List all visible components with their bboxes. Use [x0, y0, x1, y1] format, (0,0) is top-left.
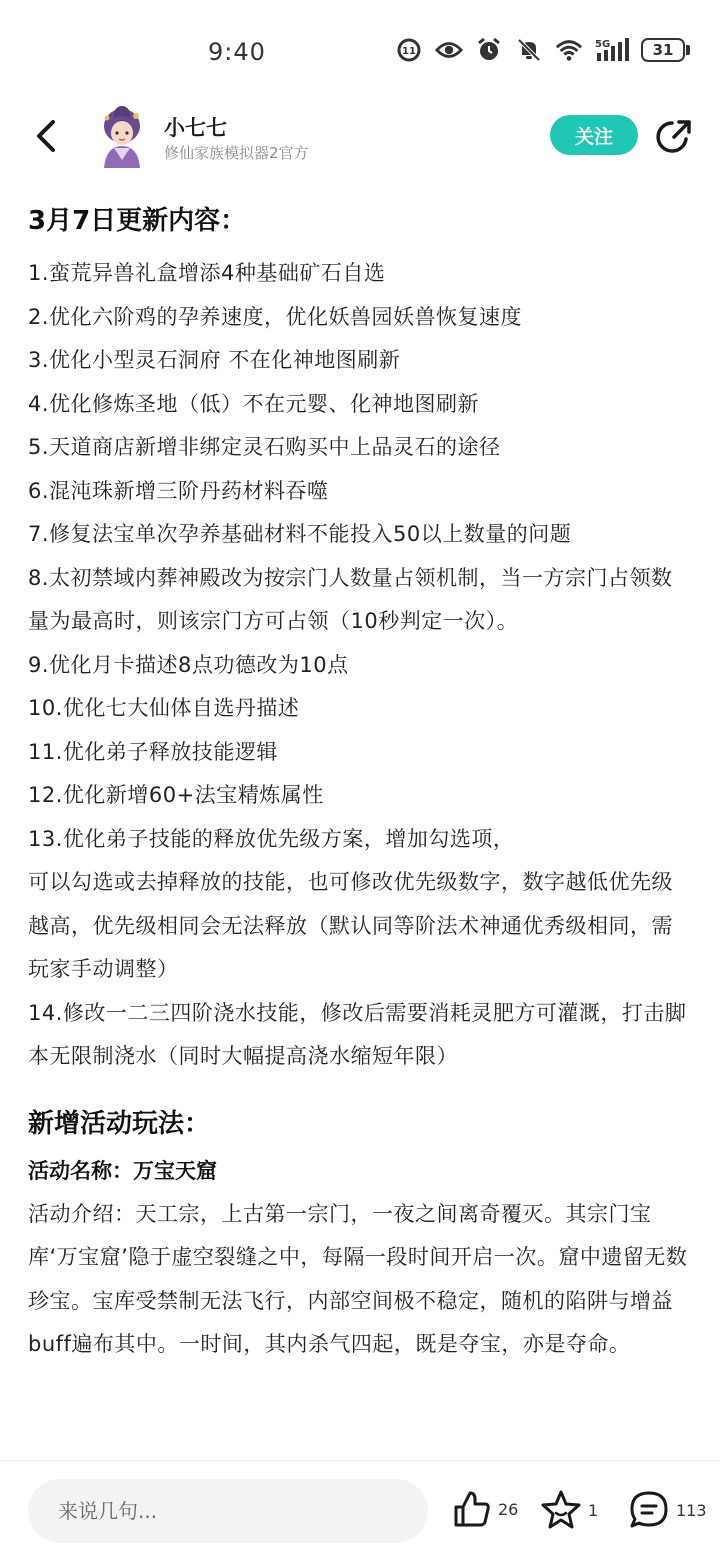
svg-text:5G: 5G	[595, 39, 611, 50]
favorite-button[interactable]	[540, 1489, 598, 1531]
section-title-updates: 3月7日更新内容：	[28, 206, 247, 236]
list-item: 2.优化六阶鸡的孕养速度，优化妖兽园妖兽恢复速度	[28, 304, 523, 329]
data-saver-icon	[395, 36, 423, 64]
event-name: 活动名称：万宝天窟	[28, 1158, 217, 1183]
like-button[interactable]	[452, 1489, 518, 1529]
eye-icon	[435, 36, 463, 64]
5g-signal-icon	[595, 36, 629, 64]
bottom-action-bar	[0, 1460, 720, 1560]
comment-input[interactable]	[28, 1479, 428, 1543]
list-item: 5.天道商店新增非绑定灵石购买中上品灵石的途径	[28, 435, 501, 459]
event-intro: 活动介绍：天工宗，上古第一宗门，一夜之间离奇覆灭。其宗门宝库‘万宝窟’隐于虚空裂缝之中，每隔一段时间开启一次。窟中遗留无数珍宝。宝库受禁制无法飞行，内部空间极不稳定，随机的陷阱与增益buff遍布其中。一时间，其内杀气四起，既是夺宝，亦是夺命。	[28, 1201, 688, 1356]
comment-button[interactable]	[628, 1489, 707, 1531]
status-time: 9:40	[208, 38, 266, 66]
author-subtitle: 修仙家族模拟器2官方	[164, 144, 309, 162]
post-content	[28, 196, 692, 1367]
battery-icon	[641, 38, 690, 62]
alarm-icon	[475, 36, 503, 64]
list-item: 1.蛮荒异兽礼盒增添4种基础矿石自选	[28, 261, 386, 285]
author-name[interactable]: 小七七	[164, 116, 227, 140]
status-icons	[395, 36, 690, 64]
comment-bubble-icon	[628, 1489, 670, 1531]
update-list	[28, 252, 692, 1079]
battery-level: 31	[641, 38, 685, 62]
comment-count: 113	[676, 1500, 707, 1520]
chevron-left-icon	[34, 119, 58, 153]
wifi-icon	[555, 36, 583, 64]
list-item: 13.优化弟子技能的释放优先级方案，增加勾选项，	[28, 826, 515, 851]
favorite-count: 1	[588, 1500, 599, 1520]
list-item: 7.修复法宝单次孕养基础材料不能投入50以上数量的问题	[28, 522, 572, 546]
list-item: 4.优化修炼圣地（低）不在元婴、化神地图刷新	[28, 391, 480, 416]
thumbs-up-icon	[452, 1489, 492, 1529]
list-item: 可以勾选或去掉释放的技能，也可修改优先级数字，数字越低优先级越高，优先级相同会无法释放（默认同等阶法术神通优秀级相同，需玩家手动调整）	[28, 870, 673, 981]
list-item: 3.优化小型灵石洞府 不在化神地图刷新	[28, 348, 401, 372]
list-item: 8.太初禁域内葬神殿改为按宗门人数量占领机制，当一方宗门占领数量为最高时，则该宗门方可占领（10秒判定一次）。	[28, 565, 673, 633]
mute-icon	[515, 36, 543, 64]
list-item: 14.修改一二三四阶浇水技能，修改后需要消耗灵肥方可灌溉，打击脚本无限制浇水（同时大幅提高浇水缩短年限）	[28, 1000, 687, 1068]
status-bar	[0, 0, 720, 100]
svg-text:11: 11	[402, 46, 416, 57]
like-count: 26	[498, 1499, 519, 1519]
list-item: 6.混沌珠新增三阶丹药材料吞噬	[28, 478, 329, 503]
list-item: 11.优化弟子释放技能逻辑	[28, 739, 278, 764]
share-button[interactable]	[655, 116, 695, 156]
post-header	[0, 100, 720, 180]
avatar[interactable]	[92, 104, 152, 168]
section-title-new-events: 新增活动玩法：	[28, 1108, 211, 1139]
back-button[interactable]	[26, 114, 66, 158]
star-icon	[540, 1489, 582, 1531]
share-icon	[656, 117, 694, 155]
follow-button[interactable]: 关注	[550, 115, 638, 155]
list-item: 9.优化月卡描述8点功德改为10点	[28, 652, 349, 677]
list-item: 12.优化新增60+法宝精炼属性	[28, 783, 324, 807]
list-item: 10.优化七大仙体自选丹描述	[28, 696, 300, 720]
